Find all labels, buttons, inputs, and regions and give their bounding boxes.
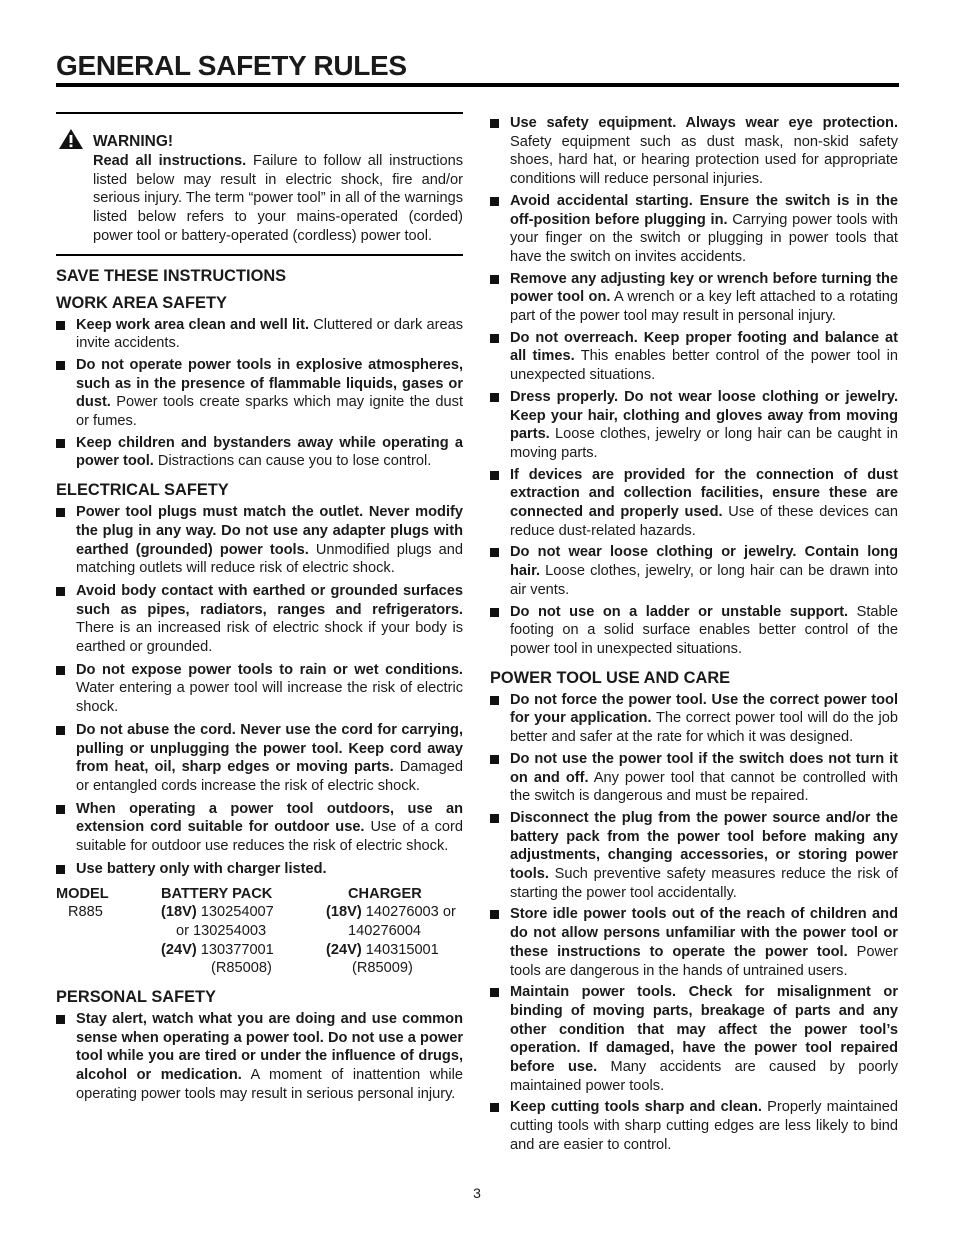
list-item [56,1010,463,1104]
item-bold: Dress properly. Do not wear loose clothing or jewelry. Keep your hair, clothing and gloves away from moving parts. [510,388,898,443]
list-item [490,983,898,1095]
list-item [490,388,898,463]
list-item [490,543,898,599]
warning-body: Failure to follow all instructions listed below may result in electric shock, fire and/or serious injury. The term “power tool” in all of the warnings listed below refers to your mains-operated (corded) power tool or battery-operated (cordless) power tool. [93,153,463,244]
battery-charger-table [56,885,463,979]
list-item [56,356,463,431]
item-text: Power tools create sparks which may ignite the dust or fumes. [76,394,463,430]
warning-text [93,152,463,246]
item-text: This enables better control of the power tool in unexpected situations. [510,348,898,384]
item-bold: Keep children and bystanders away while operating a power tool. [76,434,463,470]
part-number: 130377001 [196,941,274,958]
save-heading: SAVE THESE INSTRUCTIONS [56,266,287,285]
item-bold: Stay alert, watch what you are doing and use common sense when operating a power tool. Do not use a power tool while you are tired or under the influence of drugs, alcohol or medication. [76,1011,463,1084]
page-title: GENERAL SAFETY RULES [56,50,407,81]
list-item [490,114,898,189]
item-bold: Power tool plugs must match the outlet. Never modify the plug in any way. Do not use any adapter plugs with earthed (grounded) power tools. [76,504,463,558]
item-bold: When operating a power tool outdoors, use an extension cord suitable for outdoor use. [76,800,463,836]
list-item [490,329,898,385]
item-text: There is an increased risk of electric shock if your body is earthed or grounded. [76,620,463,656]
right-column [490,114,898,1155]
item-text: Stable footing on a solid surface enables better control of the power tool in unexpected situations. [510,603,899,657]
item-bold: Do not use on a ladder or unstable support. [510,603,849,620]
list-item [490,192,898,267]
item-bold: Maintain power tools. Check for misalignment or binding of moving parts, breakage of parts and any other condition that may affect the power tool’s operation. If damaged, have the power tool repaired before use. [510,984,898,1076]
charger-cell [326,903,463,978]
item-text: Use of a cord suitable for outdoor use reduces the risk of electric shock. [76,819,463,855]
item-text: Unmodified plugs and matching outlets will reduce risk of electric shock. [76,541,463,577]
part-number: 130254007 [196,904,274,921]
item-text: Such preventive safety measures reduce the risk of starting the power tool accidentally. [510,866,898,901]
electrical-list [56,503,463,878]
item-bold: Keep work area clean and well lit. [76,316,309,333]
power-tool-list [490,691,898,1155]
warning-bottom-rule [56,254,463,256]
list-item [490,905,898,980]
item-text: Loose clothes, jewelry or long hair can be caught in moving parts. [510,426,898,461]
table-row [56,903,463,978]
item-text: Any power tool that cannot be controlled with the switch is dangerous and must be repaired. [510,769,898,805]
warning-title: WARNING! [93,133,174,150]
list-item [56,860,463,879]
list-item [56,721,463,796]
voltage-label: (24V) [161,941,197,958]
part-number: (R85009) [352,960,413,977]
item-text: A moment of inattention while operating power tools may result in serious personal injury. [76,1067,463,1102]
item-text: Water entering a power tool will increase the risk of electric shock. [76,680,463,716]
warning-box [56,114,463,254]
item-text: Many accidents are caused by poorly maintained power tools. [510,1059,898,1094]
list-item [490,750,898,806]
item-text: Safety equipment such as dust mask, non-skid safety shoes, hard hat, or hearing protection used for appropriate conditions will reduce personal injuries. [510,133,898,188]
item-text: Carrying power tools with your finger on the switch or plugging in power tools that have the switch on invites accidents. [510,211,898,265]
model-cell: R885 [68,904,103,921]
electrical-heading: ELECTRICAL SAFETY [56,481,229,500]
item-text: Use of these devices can reduce dust-related hazards. [510,504,898,539]
item-text: The correct power tool will do the job better and safer at the rate for which it was designed. [510,710,898,746]
voltage-label: (18V) [326,904,362,921]
list-item [490,1098,898,1154]
list-item [56,800,463,856]
list-item [56,661,463,717]
warning-lead: Read all instructions. [93,153,247,169]
battery-cell [161,903,326,978]
column-header: MODEL [56,885,109,902]
item-bold: Do not expose power tools to rain or wet conditions. [76,661,463,678]
list-item [490,466,898,541]
part-number: 140276003 or [361,904,456,921]
personal-cont-list [490,114,898,659]
item-text: Properly maintained cutting tools with sharp cutting edges are less likely to bind and are easier to control. [510,1099,898,1153]
item-bold: Do not operate power tools in explosive atmospheres, such as in the presence of flammable liquids, gases or dust. [76,356,463,411]
item-bold: Do not abuse the cord. Never use the cord for carrying, pulling or unplugging the power tool. Keep cord away from heat, oil, sharp edges or moving parts. [76,721,463,776]
list-item [490,270,898,326]
item-text: Loose clothes, jewelry, or long hair can be drawn into air vents. [510,563,898,598]
item-text: Power tools are dangerous in the hands of untrained users. [510,943,898,979]
part-number: or 130254003 [176,922,267,939]
list-item [56,503,463,578]
item-bold: Avoid body contact with earthed or grounded surfaces such as pipes, radiators, ranges and refrigerators. [76,582,463,618]
warning-triangle-icon [58,128,84,150]
power-tool-heading: POWER TOOL USE AND CARE [490,668,731,687]
title-rule [56,83,899,87]
item-bold: Do not overreach. Keep proper footing and balance at all times. [510,329,898,365]
voltage-label: (24V) [326,941,362,958]
item-bold: Disconnect the plug from the power source and/or the battery pack from the power tool before making any adjustments, changing accessories, or storing power tools. [510,809,898,883]
part-number: (R85008) [211,960,272,977]
list-item [490,603,898,659]
part-number: 140276004 [348,922,422,939]
list-item [56,316,463,353]
item-text: Cluttered or dark areas invite accidents. [76,316,463,352]
item-bold: Do not wear loose clothing or jewelry. Contain long hair. [510,544,898,580]
item-bold: If devices are provided for the connection of dust extraction and collection facilities, ensure these are connected and properly used. [510,466,898,521]
item-bold: Use safety equipment. Always wear eye protection. [510,115,898,131]
item-bold: Avoid accidental starting. Ensure the switch is in the off-position before plugging in. [510,192,898,228]
item-bold: Use battery only with charger listed. [76,860,327,877]
item-bold: Do not force the power tool. Use the correct power tool for your application. [510,691,898,727]
left-column [56,112,463,1104]
page-number: 3 [473,1185,481,1201]
list-item [56,434,463,471]
item-text: Damaged or entangled cords increase the risk of electric shock. [76,759,463,794]
item-text: Distractions can cause you to lose control. [153,453,432,470]
column-header: CHARGER [348,885,422,902]
table-header-row [56,885,463,904]
item-bold: Keep cutting tools sharp and clean. [510,1099,762,1116]
list-item [56,582,463,657]
part-number: 140315001 [361,941,439,958]
voltage-label: (18V) [161,904,197,921]
item-bold: Remove any adjusting key or wrench before turning the power tool on. [510,270,898,306]
personal-heading: PERSONAL SAFETY [56,988,216,1007]
item-text: A wrench or a key left attached to a rotating part of the power tool may result in personal injury. [510,289,898,325]
personal-list [56,1010,463,1104]
work-area-heading: WORK AREA SAFETY [56,293,227,312]
item-bold: Do not use the power tool if the switch does not turn it on and off. [510,750,898,786]
item-bold: Store idle power tools out of the reach of children and do not allow persons unfamiliar with the power tool or these instructions to operate the power tool. [510,906,898,960]
list-item [490,691,898,747]
column-header: BATTERY PACK [161,885,273,902]
work-area-list [56,316,463,472]
list-item [490,809,898,903]
